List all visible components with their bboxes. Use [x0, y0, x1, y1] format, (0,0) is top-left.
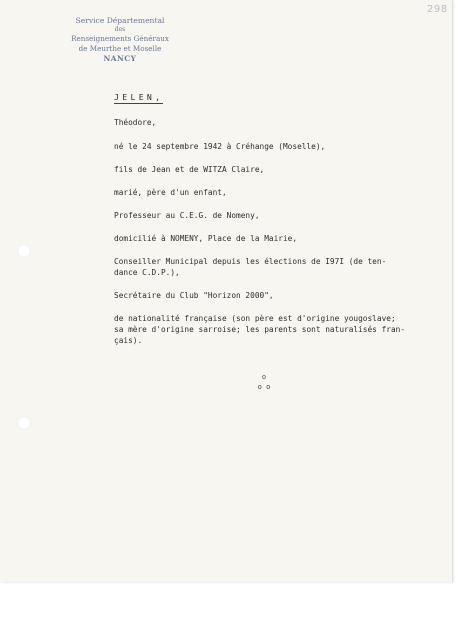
- page-number: 298: [427, 4, 448, 15]
- stamp-line-city: NANCY: [103, 54, 137, 63]
- address-line: domicilié à NOMENY, Place de la Mairie,: [114, 234, 298, 243]
- stamp-line-des: des: [114, 26, 126, 33]
- marital-status-line: marié, père d'un enfant,: [114, 188, 227, 197]
- stamp-line-renseignements: Renseignements Généraux: [71, 34, 169, 43]
- punch-hole-bottom: [17, 416, 31, 430]
- parents-line: fils de Jean et de WITZA Claire,: [114, 165, 265, 174]
- nationality-line-3: çais).: [114, 336, 143, 345]
- club-line: Secrétaire du Club "Horizon 2000",: [114, 291, 274, 300]
- birth-line: né le 24 septembre 1942 à Créhange (Moselle),: [114, 142, 326, 151]
- first-name-line: Théodore,: [114, 118, 157, 127]
- subject-surname: JELEN,: [114, 92, 164, 102]
- council-line-2: dance C.D.P.),: [114, 268, 180, 277]
- profession-line: Professeur au C.E.G. de Nomeny,: [114, 211, 260, 220]
- nationality-line-1: de nationalité française (son père est d'origine yougoslave;: [114, 314, 396, 323]
- office-stamp: [68, 16, 172, 64]
- stamp-line-service: Service Départemental: [75, 16, 165, 25]
- council-line-1: Conseiller Municipal depuis les élections de I97I (de ten-: [114, 257, 387, 266]
- stamp-line-department: de Meurthe et Moselle: [78, 44, 162, 53]
- nationality-line-2: sa mère d'origine sarroise; les parents sont naturalisés fran-: [114, 325, 406, 334]
- end-ornament: [250, 372, 278, 392]
- ornament-bottom: o o: [257, 383, 271, 391]
- punch-hole-top: [17, 244, 31, 258]
- ornament-top: o: [261, 373, 267, 381]
